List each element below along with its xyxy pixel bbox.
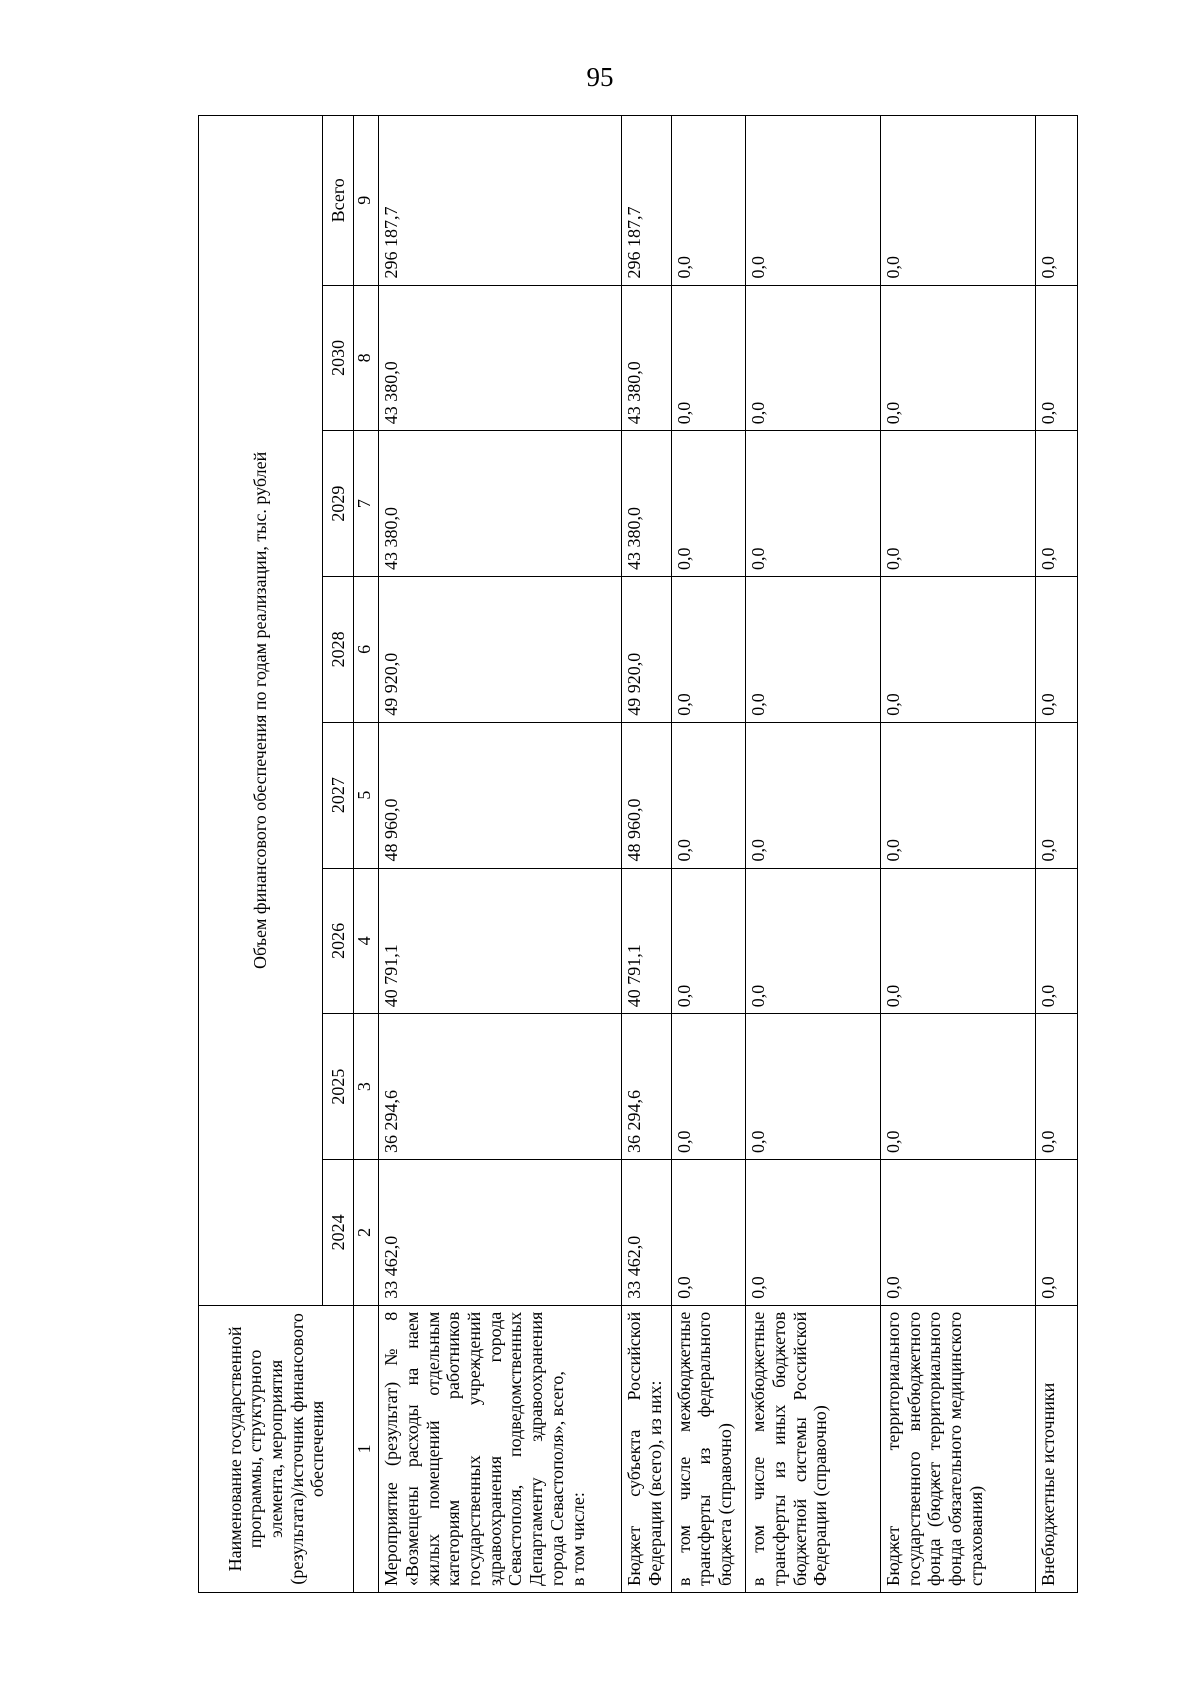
value-cell: 0,0	[671, 1014, 746, 1160]
value-cell: 0,0	[1036, 285, 1078, 431]
column-index: 5	[354, 722, 379, 868]
table-row	[746, 116, 881, 1593]
name-column-header: Наименование государственной программы, структурного элемента, мероприятия (результата)/источник финансового обеспечения	[199, 1305, 354, 1592]
value-cell: 0,0	[671, 1160, 746, 1306]
column-index: 8	[354, 285, 379, 431]
value-cell: 0,0	[746, 1014, 881, 1160]
value-cell: 49 920,0	[621, 577, 671, 723]
row-sublabel: в том числе:	[567, 1492, 588, 1586]
value-cell: 43 380,0	[379, 431, 622, 577]
year-header: 2029	[323, 431, 354, 577]
value-cell: 0,0	[746, 431, 881, 577]
year-header: 2026	[323, 868, 354, 1014]
value-cell: 0,0	[746, 868, 881, 1014]
column-index: 2	[354, 1160, 379, 1306]
column-index: 4	[354, 868, 379, 1014]
total-cell: 0,0	[746, 116, 881, 286]
value-cell: 0,0	[746, 722, 881, 868]
value-cell: 48 960,0	[621, 722, 671, 868]
column-index: 6	[354, 577, 379, 723]
year-header: 2028	[323, 577, 354, 723]
row-label: Бюджет территориального государственного внебюджетного фонда (бюджет территориального фонда обязательного медицинского страхования)	[881, 1305, 1036, 1592]
value-cell: 0,0	[671, 431, 746, 577]
value-cell: 0,0	[746, 285, 881, 431]
financing-table	[198, 115, 1078, 1593]
value-cell: 0,0	[746, 577, 881, 723]
total-cell: 296 187,7	[621, 116, 671, 286]
column-index: 9	[354, 116, 379, 286]
value-cell: 43 380,0	[621, 431, 671, 577]
value-cell: 0,0	[671, 868, 746, 1014]
page-number: 95	[586, 62, 614, 92]
value-cell: 0,0	[881, 285, 1036, 431]
value-cell: 0,0	[881, 722, 1036, 868]
year-header: 2027	[323, 722, 354, 868]
row-label: в том числе межбюджетные трансферты из иных бюджетов бюджетной системы Российской Федерации (справочно)	[746, 1305, 881, 1592]
value-cell: 0,0	[881, 577, 1036, 723]
value-cell: 33 462,0	[379, 1160, 622, 1306]
row-label: Внебюджетные источники	[1036, 1305, 1078, 1592]
volume-header: Объем финансового обеспечения по годам реализации, тыс. рублей	[199, 116, 323, 1306]
value-cell: 0,0	[1036, 1160, 1078, 1306]
value-cell: 36 294,6	[379, 1014, 622, 1160]
total-cell: 0,0	[881, 116, 1036, 286]
table-row	[671, 116, 746, 1593]
value-cell: 49 920,0	[379, 577, 622, 723]
row-label	[379, 1305, 622, 1592]
total-cell: 0,0	[671, 116, 746, 286]
value-cell: 0,0	[1036, 722, 1078, 868]
value-cell: 36 294,6	[621, 1014, 671, 1160]
value-cell: 33 462,0	[621, 1160, 671, 1306]
table-row	[379, 116, 622, 1593]
year-header: 2024	[323, 1160, 354, 1306]
row-label-text: Мероприятие (результат) № 8 «Возмещены расходы на наем жилых помещений отдельным категориям работников государственных учреждений здравоохранения города Севастополя, подведомственных Департаменту здравоохранения города Севастополя», всего,	[381, 1311, 567, 1586]
total-cell: 0,0	[1036, 116, 1078, 286]
value-cell: 0,0	[881, 1014, 1036, 1160]
value-cell: 0,0	[1036, 577, 1078, 723]
value-cell: 0,0	[881, 1160, 1036, 1306]
value-cell: 0,0	[671, 722, 746, 868]
value-cell: 43 380,0	[379, 285, 622, 431]
column-index: 1	[354, 1305, 379, 1592]
table-row	[1036, 116, 1078, 1593]
value-cell: 0,0	[1036, 868, 1078, 1014]
total-header: Всего	[323, 116, 354, 286]
table-row	[621, 116, 671, 1593]
financing-table-rotated	[198, 115, 1078, 1593]
value-cell: 43 380,0	[621, 285, 671, 431]
year-header: 2030	[323, 285, 354, 431]
value-cell: 0,0	[1036, 1014, 1078, 1160]
value-cell: 0,0	[1036, 431, 1078, 577]
value-cell: 40 791,1	[621, 868, 671, 1014]
row-label: в том числе межбюджетные трансферты из федерального бюджета (справочно)	[671, 1305, 746, 1592]
value-cell: 48 960,0	[379, 722, 622, 868]
value-cell: 0,0	[671, 577, 746, 723]
column-index: 3	[354, 1014, 379, 1160]
value-cell: 0,0	[671, 285, 746, 431]
year-header: 2025	[323, 1014, 354, 1160]
value-cell: 0,0	[881, 868, 1036, 1014]
value-cell: 0,0	[881, 431, 1036, 577]
total-cell: 296 187,7	[379, 116, 622, 286]
value-cell: 0,0	[746, 1160, 881, 1306]
value-cell: 40 791,1	[379, 868, 622, 1014]
table-row	[881, 116, 1036, 1593]
column-index: 7	[354, 431, 379, 577]
row-label: Бюджет субъекта Российской Федерации (всего), из них:	[621, 1305, 671, 1592]
